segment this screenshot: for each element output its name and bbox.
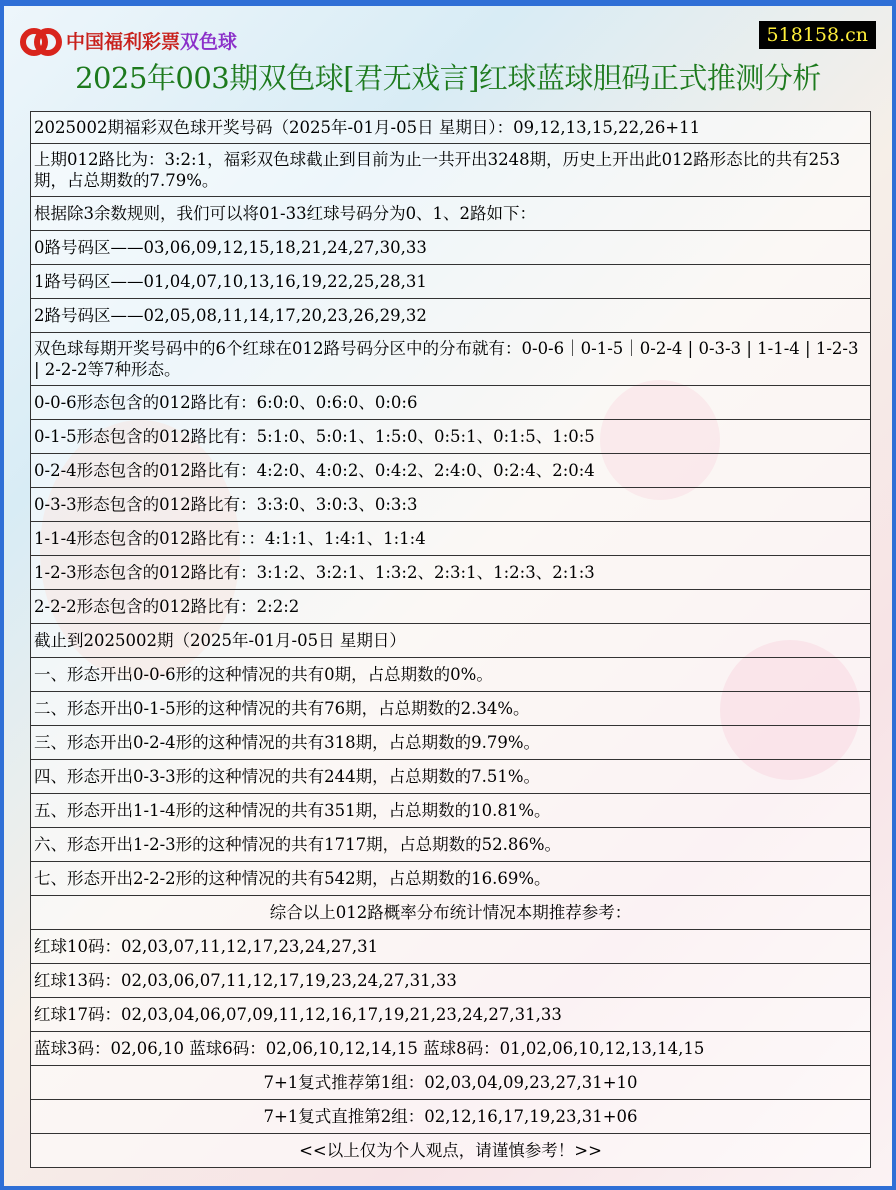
analysis-table [30, 111, 871, 1168]
table-row [31, 522, 871, 556]
table-cell: 0-0-6形态包含的012路比有：6:0:0、0:6:0、0:0:6 [31, 386, 871, 420]
table-row [31, 1100, 871, 1134]
site-badge[interactable]: 518158.cn [759, 21, 876, 49]
table-cell: 1路号码区——01,04,07,10,13,16,19,22,25,28,31 [31, 265, 871, 299]
table-row [31, 692, 871, 726]
table-row [31, 299, 871, 333]
table-row [31, 896, 871, 930]
table-row [31, 1134, 871, 1168]
table-cell: 0-1-5形态包含的012路比有：5:1:0、5:0:1、1:5:0、0:5:1、0:1:5、1:0:5 [31, 420, 871, 454]
table-cell: 0路号码区——03,06,09,12,15,18,21,24,27,30,33 [31, 231, 871, 265]
table-row [31, 454, 871, 488]
table-cell: 2025002期福彩双色球开奖号码（2025年-01月-05日 星期日）：09,12,13,15,22,26+11 [31, 112, 871, 144]
table-row [31, 265, 871, 299]
table-row [31, 386, 871, 420]
table-row [31, 333, 871, 386]
table-row [31, 760, 871, 794]
table-cell: 0-3-3形态包含的012路比有：3:3:0、3:0:3、0:3:3 [31, 488, 871, 522]
table-cell: 2-2-2形态包含的012路比有：2:2:2 [31, 590, 871, 624]
table-row [31, 1066, 871, 1100]
table-cell: 1-1-4形态包含的012路比有：：4:1:1、1:4:1、1:1:4 [31, 522, 871, 556]
table-row [31, 112, 871, 144]
table-cell: <<以上仅为个人观点，请谨慎参考！>> [31, 1134, 871, 1168]
table-cell: 双色球每期开奖号码中的6个红球在012路号码分区中的分布就有：0-0-6｜0-1-5｜0-2-4 | 0-3-3 | 1-1-4 | 1-2-3 | 2-2-2等7种形态。 [31, 333, 871, 386]
table-row [31, 488, 871, 522]
welfare-lottery-logo [20, 22, 237, 58]
table-row [31, 197, 871, 231]
table-cell: 红球13码：02,03,06,07,11,12,17,19,23,24,27,31,33 [31, 964, 871, 998]
table-row [31, 624, 871, 658]
table-row [31, 930, 871, 964]
table-row [31, 420, 871, 454]
table-row [31, 964, 871, 998]
table-cell: 三、形态开出0-2-4形的这种情况的共有318期，占总期数的9.79%。 [31, 726, 871, 760]
table-cell: 红球10码：02,03,07,11,12,17,23,24,27,31 [31, 930, 871, 964]
table-cell: 七、形态开出2-2-2形的这种情况的共有542期，占总期数的16.69%。 [31, 862, 871, 896]
table-cell: 蓝球3码：02,06,10 蓝球6码：02,06,10,12,14,15 蓝球8码：01,02,06,10,12,13,14,15 [31, 1032, 871, 1066]
table-row [31, 1032, 871, 1066]
table-cell: 截止到2025002期（2025年-01月-05日 星期日） [31, 624, 871, 658]
table-cell: 四、形态开出0-3-3形的这种情况的共有244期，占总期数的7.51%。 [31, 760, 871, 794]
table-row [31, 794, 871, 828]
table-row [31, 828, 871, 862]
table-row [31, 658, 871, 692]
table-cell: 综合以上012路概率分布统计情况本期推荐参考： [31, 896, 871, 930]
table-cell: 红球17码：02,03,04,06,07,09,11,12,16,17,19,21,23,24,27,31,33 [31, 998, 871, 1032]
table-cell: 0-2-4形态包含的012路比有：4:2:0、4:0:2、0:4:2、2:4:0、0:2:4、2:0:4 [31, 454, 871, 488]
table-cell: 六、形态开出1-2-3形的这种情况的共有1717期，占总期数的52.86%。 [31, 828, 871, 862]
table-cell: 2路号码区——02,05,08,11,14,17,20,23,26,29,32 [31, 299, 871, 333]
table-cell: 7+1复式推荐第1组：02,03,04,09,23,27,31+10 [31, 1066, 871, 1100]
table-row [31, 862, 871, 896]
table-row [31, 998, 871, 1032]
table-cell: 1-2-3形态包含的012路比有：3:1:2、3:2:1、1:3:2、2:3:1、1:2:3、2:1:3 [31, 556, 871, 590]
table-row [31, 726, 871, 760]
logo-text: 中国福利彩票双色球 [66, 30, 238, 53]
page-title: 2025年003期双色球[君无戏言]红球蓝球胆码正式推测分析 [75, 61, 821, 95]
table-row [31, 144, 871, 197]
table-cell: 五、形态开出1-1-4形的这种情况的共有351期，占总期数的10.81%。 [31, 794, 871, 828]
table-row [31, 231, 871, 265]
table-cell: 二、形态开出0-1-5形的这种情况的共有76期，占总期数的2.34%。 [31, 692, 871, 726]
table-cell: 根据除3余数规则，我们可以将01-33红球号码分为0、1、2路如下： [31, 197, 871, 231]
table-row [31, 556, 871, 590]
table-cell: 7+1复式直推第2组：02,12,16,17,19,23,31+06 [31, 1100, 871, 1134]
table-cell: 一、形态开出0-0-6形的这种情况的共有0期，占总期数的0%。 [31, 658, 871, 692]
lottery-logo-icon [20, 22, 62, 58]
table-cell: 上期012路比为：3:2:1，福彩双色球截止到目前为止一共开出3248期，历史上开出此012路形态比的共有253期，占总期数的7.79%。 [31, 144, 871, 197]
table-row [31, 590, 871, 624]
